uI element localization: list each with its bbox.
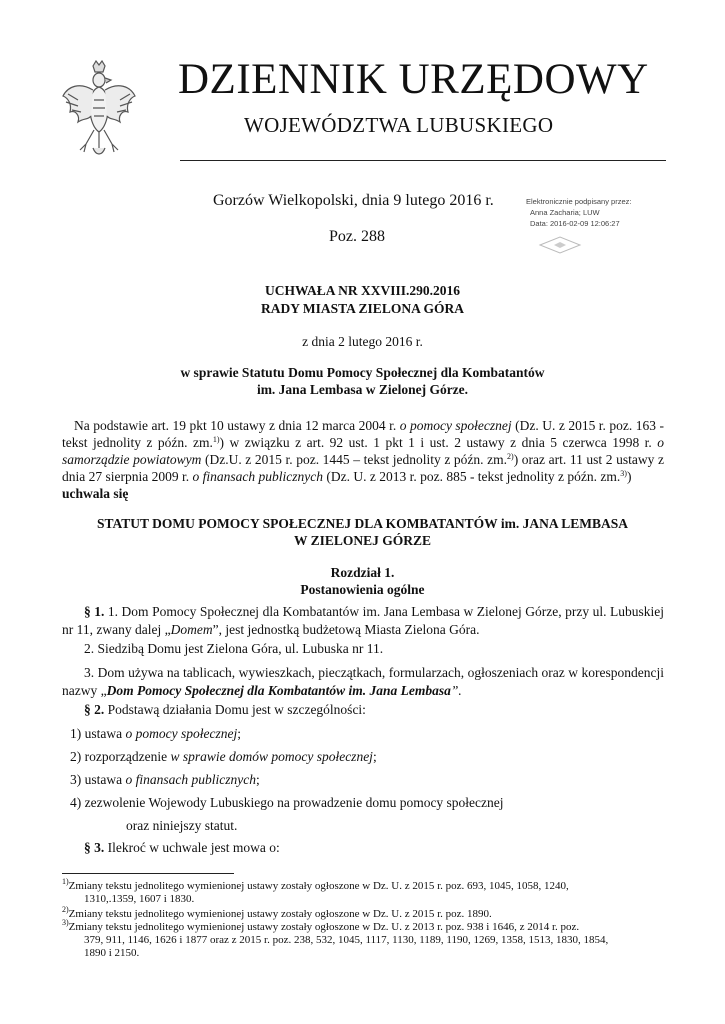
electronic-signature [526, 196, 631, 229]
footnote-2: $^{2)}$Zmiany tekstu jednolitego wymienionej ustawy zostały ogłoszone w Dz. U. z 2015 r. poz. 1890. [62, 905, 492, 920]
footnote-divider [62, 873, 234, 874]
resolution-date: z dnia 2 lutego 2016 r. [302, 334, 423, 349]
signature-signer: Anna Zacharia; LUW [530, 208, 600, 217]
chapter-title: Postanowienia ogólne [300, 582, 425, 597]
chapter-number: Rozdział 1. [330, 565, 395, 580]
section-2-item-1: 1) ustawa o pomocy społecznej; [70, 726, 241, 741]
section-2: § 2. Podstawą działania Domu jest w szczególności: [84, 702, 366, 717]
resolution-body: RADY MIASTA ZIELONA GÓRA [261, 301, 464, 316]
section-1-point-2: 2. Siedzibą Domu jest Zielona Góra, ul. Lubuska nr 11. [84, 641, 384, 656]
place-date: Gorzów Wielkopolski, dnia 9 lutego 2016 r. [213, 192, 494, 209]
resolution-subject-line1: w sprawie Statutu Domu Pomocy Społecznej dla Kombatantów [180, 365, 545, 380]
position-number: Poz. 288 [329, 228, 385, 245]
resolves-phrase: uchwala się [62, 486, 129, 501]
header-divider [180, 160, 666, 161]
signature-stamp-icon [538, 236, 582, 254]
footnote-3: $^{3)}$Zmiany tekstu jednolitego wymienionej ustawy zostały ogłoszone w Dz. U. z 2013 r. poz. 938 i 1646, z 2014 r. poz. 379, 911, 1146, 1626 i 1877 oraz z 2015 r. poz. 238, 532, 1045, 1117, 1130, 1189, 1190, 1269, 1358, 1513, 1830, 1854, 1890 i 2150. [62, 918, 609, 959]
section-1-point-1: § 1. 1. Dom Pomocy Społecznej dla Kombatantów im. Jana Lembasa w Zielonej Górze, przy ul. Lubuskiej nr 11, zwany dalej „Domem”, jest jednostką budżetową Miasta Zielona Góra. [62, 604, 664, 637]
statute-title-line2: W ZIELONEJ GÓRZE [293, 533, 432, 548]
resolution-subject-line2: im. Jana Lembasa w Zielonej Górze. [256, 382, 469, 397]
section-2-item-4: 4) zezwolenie Wojewody Lubuskiego na prowadzenie domu pomocy społecznej [70, 795, 504, 810]
journal-subtitle: WOJEWÓDZTWA LUBUSKIEGO [244, 113, 554, 137]
section-3: § 3. Ilekroć w uchwale jest mowa o: [84, 840, 280, 855]
statute-title-line1: STATUT DOMU POMOCY SPOŁECZNEJ DLA KOMBATANTÓW im. JANA LEMBASA [97, 516, 628, 531]
section-1-point-3: 3. Dom używa na tablicach, wywieszkach, pieczątkach, formularzach, ogłoszeniach oraz w korespondencji nazwy „Dom Pomocy Społecznej dla Kombatantów im. Jana Lembasa”. [62, 665, 664, 698]
footnote-1: $^{1)}$Zmiany tekstu jednolitego wymienionej ustawy zostały ogłoszone w Dz. U. z 2015 r. poz. 693, 1045, 1058, 1240, 1310,.1359, 1607 i 1830. [62, 877, 569, 905]
journal-title: DZIENNIK URZĘDOWY [178, 56, 649, 103]
resolution-number: UCHWAŁA NR XXVIII.290.2016 [264, 283, 461, 298]
signature-date: Data: 2016-02-09 12:06:27 [530, 219, 620, 228]
preamble-paragraph: Na podstawie art. 19 pkt 10 ustawy z dnia 12 marca 2004 r. o pomocy społecznej (Dz. U. z 2015 r. poz. 163 - tekst jednolity z późn. zm.$^{1)}$) w związku z art. 92 ust. 1 pkt 1 i ust. 2 ustawy z dnia 5 czerwca 1998 r. o samorządzie powiatowym (Dz.U. z 2015 r. poz. 1445 – tekst jednolity z późn. zm.$^{2)}$) oraz art. 11 ust 2 ustawy z dnia 27 sierpnia 2009 r. o finansach publicznych (Dz. U. z 2013 r. poz. 885 - tekst jednolity z późn. zm.$^{3)}$) uchwala się [62, 418, 664, 501]
section-2-item-2: 2) rozporządzenie w sprawie domów pomocy społecznej; [70, 749, 377, 764]
section-2-item-3: 3) ustawa o finansach publicznych; [70, 772, 260, 787]
signature-line: Elektronicznie podpisany przez: [526, 197, 632, 206]
eagle-emblem-icon [60, 60, 138, 158]
section-2-closing: oraz niniejszy statut. [126, 818, 238, 833]
